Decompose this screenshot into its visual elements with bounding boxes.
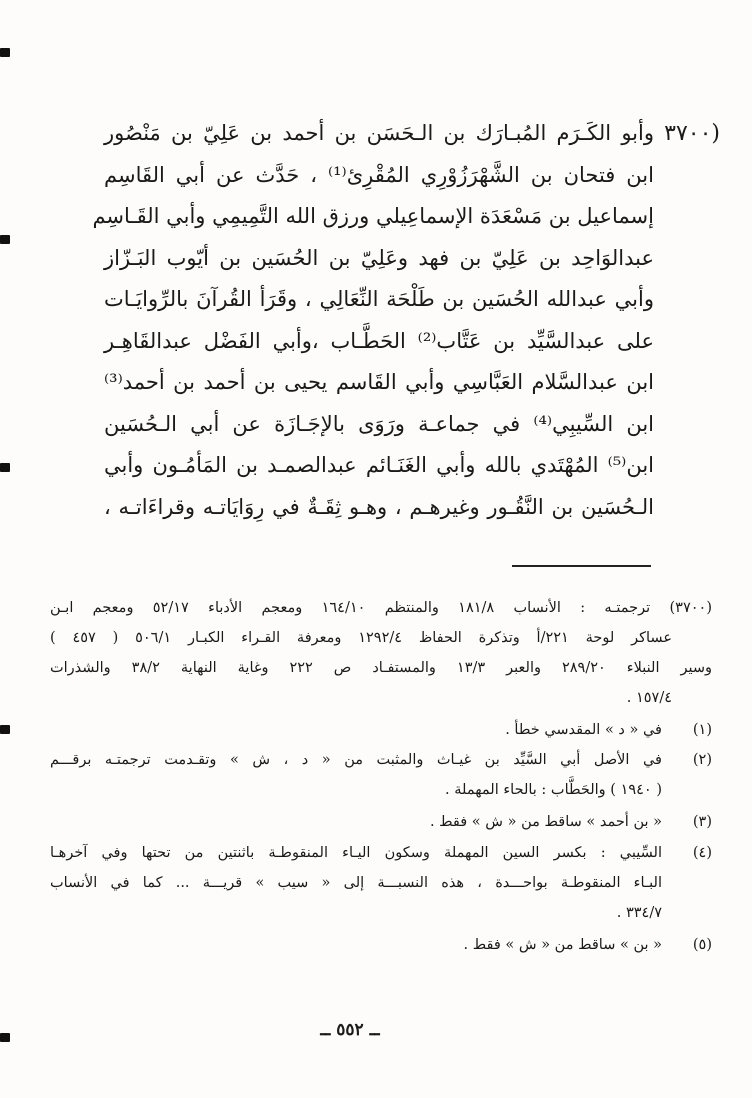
entry-line: إسماعيل بن مَسْعَدَة الإسماعِيلي ورزق الله التَّمِيمِي وأبي القَـاسِم bbox=[92, 204, 654, 228]
note-line: البـاء المنقوطـة بواحـــدة ، هذه النسبـــة إلى « سيب » قريـــة ... كما في الأنساب bbox=[50, 875, 662, 891]
entry-line: ابن⁽⁵⁾ المُهْتَدي بالله وأبي الغَنَـائم عبدالصمـد بن المَأمُـون وأبي bbox=[104, 453, 654, 477]
entry-line: عبدالوَاحِد بن عَلِيّ بن فهد وعَلِيّ بن الحُسَين بن أيّوب البَـزّاز bbox=[104, 245, 654, 270]
entry-line: وأبو الكَـرَم المُبـارَك بن الـحَسَن بن أحمد بن عَلِيّ بن مَنْصُور bbox=[104, 121, 654, 145]
footnote-main bbox=[50, 593, 712, 713]
note-number: (٥) bbox=[692, 937, 712, 953]
entry-line: الـحُسَين بن النَّقُـور وغيرهـم ، وهـو ثِقَـةٌ في رِوَايَاتـه وقراءَاتـه ، bbox=[104, 494, 654, 519]
entry-number: (٣٧٠٠ bbox=[664, 121, 720, 146]
binding-mark bbox=[0, 48, 10, 57]
footnote-line: (٣٧٠٠) ترجمتـه : الأنساب ١٨١/٨ والمنتظم ١٦٤/١٠ ومعجم الأدباء ٥٢/١٧ ومعجم ابـن bbox=[50, 600, 712, 616]
note-2 bbox=[50, 745, 712, 805]
binding-mark bbox=[0, 725, 10, 734]
note-number: (١) bbox=[692, 722, 712, 738]
note-4 bbox=[50, 838, 712, 928]
entry-text bbox=[92, 113, 654, 528]
note-number: (٤) bbox=[692, 845, 712, 861]
note-line: في الأصل أبي السَّيِّد بن غيـاث والمثبت من « د ، ش » وتقـدمت ترجمتـه برقـــم bbox=[50, 752, 662, 768]
note-line: ( ١٩٤٠ ) والحَطَّاب : بالحاء المهملة . bbox=[445, 782, 662, 798]
note-1 bbox=[50, 715, 712, 745]
note-line: السِّيبي : بكسر السين المهملة وسكون اليـاء المنقوطـة باثنتين من تحتها وفي آخرهـا bbox=[50, 845, 662, 861]
note-line: ٣٣٤/٧ . bbox=[616, 905, 662, 921]
binding-mark bbox=[0, 235, 10, 244]
page-number: ــ ٥٥٢ ــ bbox=[320, 1020, 380, 1040]
note-line: في « د » المقدسي خطأ . bbox=[505, 722, 662, 738]
footnote-separator bbox=[512, 565, 651, 567]
footnote-line: ١٥٧/٤ . bbox=[626, 690, 672, 706]
note-number: (٢) bbox=[692, 752, 712, 768]
note-5 bbox=[50, 930, 712, 960]
note-3 bbox=[50, 807, 712, 837]
footnote-line: عساكر لوحة ٢٢١/أ وتذكرة الحفاظ ١٢٩٢/٤ ومعرفة القـراء الكبـار ٥٠٦/١ ( ٤٥٧ ) bbox=[50, 630, 672, 646]
entry-line: ابن عبدالسَّلام العَبَّاسِي وأبي القَاسم يحيى بن أحمد بن أحمد⁽³⁾ bbox=[104, 370, 654, 394]
note-line: « بن أحمد » ساقط من « ش » فقط . bbox=[429, 814, 662, 830]
entry-line: على عبدالسَّيِّد بن عَتَّاب⁽²⁾ الحَطَّـاب ،وأبي الفَضْل عبدالقَاهِـر bbox=[104, 328, 654, 353]
note-number: (٣) bbox=[692, 814, 712, 830]
binding-mark bbox=[0, 1033, 10, 1042]
entry-line: ابن السِّيبِي⁽⁴⁾ في جماعـة ورَوَى بالإجَـازَة عن أبي الـحُسَين bbox=[104, 411, 654, 436]
footnote-line: وسير النبلاء ٢٨٩/٢٠ والعبر ١٣/٣ والمستفـاد ص ٢٢٢ وغاية النهاية ٣٨/٢ والشذرات bbox=[50, 660, 712, 676]
entry-line: وأبي عبدالله الحُسَين بن طَلْحَة النِّعَالِي ، وقَرَأ القُرآنَ بالرِّوايَـات bbox=[104, 287, 654, 311]
binding-mark bbox=[0, 463, 10, 472]
note-line: « بن » ساقط من « ش » فقط . bbox=[463, 937, 662, 953]
entry-line: ابن فتحان بن الشَّهْرَزُوْرِي المُقْرِئ⁽¹⁾ ، حَدَّث عن أبي القَاسِم bbox=[104, 162, 654, 187]
